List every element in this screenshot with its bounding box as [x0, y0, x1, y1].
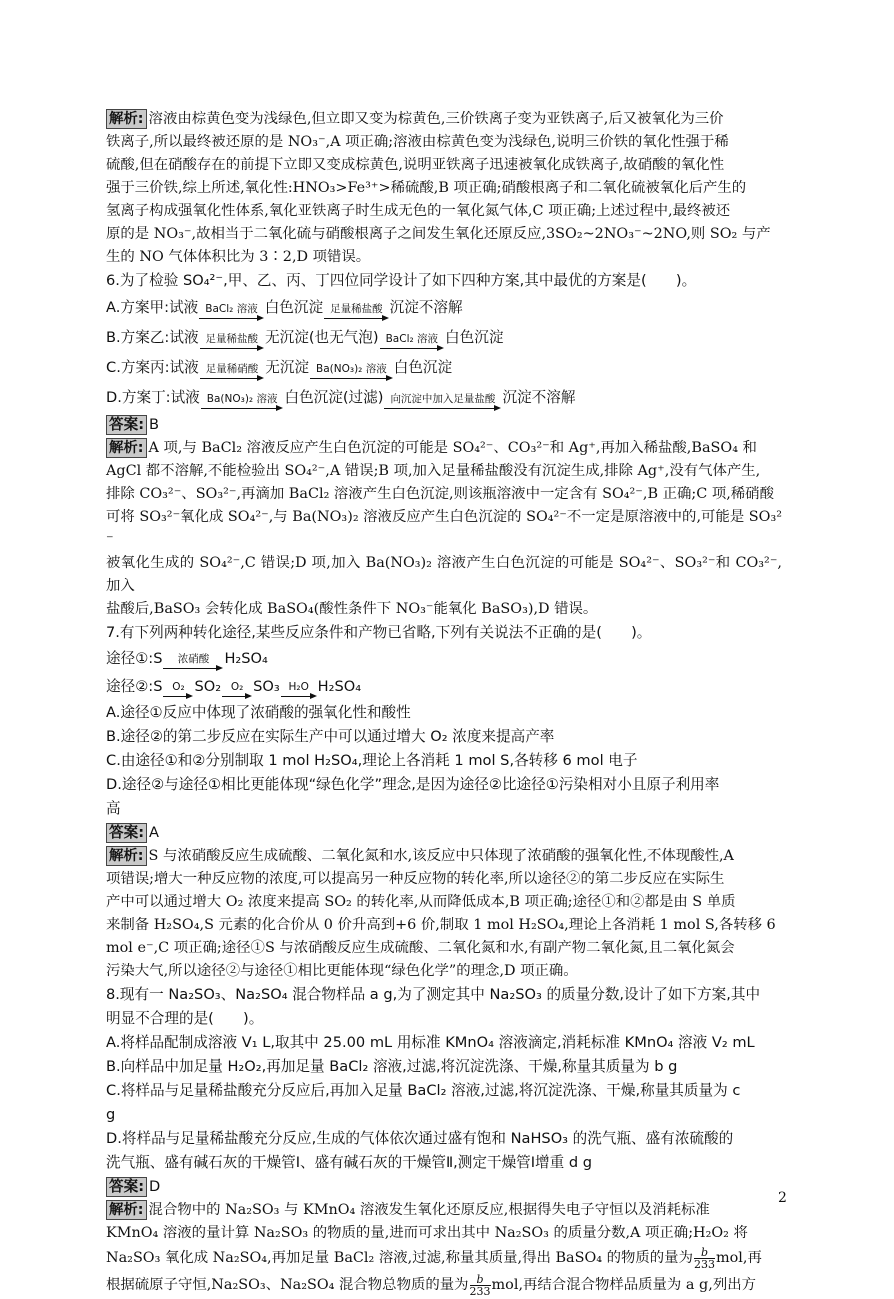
reaction-arrow: O₂	[163, 682, 193, 701]
reaction-arrow: 足量稀盐酸	[324, 304, 389, 323]
analysis-line: 生的 NO 气体体积比为 3∶2,D 项错误。	[106, 249, 371, 265]
analysis-label: 解析:	[106, 438, 147, 458]
answer-label: 答案:	[106, 415, 147, 435]
reaction-arrow: 足量稀盐酸	[200, 334, 265, 353]
answer-value: A	[149, 824, 160, 841]
question-7	[106, 621, 782, 983]
option-c: C.由途径①和②分别制取 1 mol H₂SO₄,理论上各消耗 1 mol S,各转移 6 mol 电子	[106, 752, 638, 769]
option-c-cont: g	[106, 1106, 116, 1123]
option-d: D.将样品与足量稀盐酸充分反应,生成的气体依次通过盛有饱和 NaHSO₃ 的洗气瓶、盛有浓硫酸的	[106, 1130, 734, 1147]
route-2: 途径②:S O₂ SO₂ O₂ SO₃ H₂O H₂SO₄	[106, 673, 782, 701]
option-c: C.方案丙:试液 足量稀硝酸 无沉淀 Ba(NO₃)₂ 溶液 白色沉淀	[106, 353, 782, 383]
analysis-line: 解析: 溶液由棕黄色变为浅绿色,但立即又变为棕黄色,三价铁离子变为亚铁离子,后又被氧化为三价	[106, 108, 782, 131]
answer-value: B	[149, 416, 160, 433]
reaction-arrow: 浓硝酸	[163, 654, 223, 673]
analysis-label: 解析:	[106, 1200, 147, 1220]
reaction-arrow: BaCl₂ 溶液	[380, 334, 444, 353]
analysis-line: KMnO₄ 溶液的量计算 Na₂SO₃ 的物质的量,进而可求出其中 Na₂SO₃ 的质量分数,A 项正确;H₂O₂ 将	[106, 1225, 748, 1241]
analysis-line: 铁离子,所以最终被还原的是 NO₃⁻,A 项正确;溶液由棕黄色变为浅绿色,说明三价铁的氧化性强于稀	[106, 134, 729, 150]
analysis-line: 解析: S 与浓硝酸反应生成硫酸、二氧化氮和水,该反应中只体现了浓硝酸的强氧化性,不体现酸性,A	[106, 845, 782, 868]
document-page	[106, 108, 782, 1299]
reaction-arrow: O₂	[222, 682, 252, 701]
answer-label: 答案:	[106, 1177, 147, 1197]
analysis-line: Na₂SO₃ 氧化成 Na₂SO₄,再加足量 BaCl₂ 溶液,过滤,称量其质量,得出 BaSO₄ 的物质的量为 $\frac{b}{233}$ mol,再	[106, 1245, 762, 1271]
option-d: D.途径②与途径①相比更能体现“绿色化学”理念,是因为途径②比途径①污染相对小且原子利用率	[106, 776, 720, 793]
answer-value: D	[149, 1178, 161, 1195]
analysis-label: 解析:	[106, 109, 147, 129]
page-number: 2	[778, 1190, 787, 1206]
route-1: 途径①:S 浓硝酸 H₂SO₄	[106, 645, 782, 673]
answer-line	[106, 413, 782, 437]
analysis-line: 来制备 H₂SO₄,S 元素的化合价从 0 价升高到+6 价,制取 1 mol H₂SO₄,理论上各消耗 1 mol S,各转移 6	[106, 917, 776, 933]
analysis-line: 被氧化生成的 SO₄²⁻,C 错误;D 项,加入 Ba(NO₃)₂ 溶液产生白色沉淀的可能是 SO₄²⁻、SO₃²⁻和 CO₃²⁻,加入	[106, 555, 782, 594]
analysis-line: 盐酸后,BaSO₃ 会转化成 BaSO₄(酸性条件下 NO₃⁻能氧化 BaSO₃),D 错误。	[106, 601, 598, 617]
fraction: $\frac{b}{233}$	[693, 1245, 715, 1271]
option-b: B.途径②的第二步反应在实际生产中可以通过增大 O₂ 浓度来提高产率	[106, 728, 555, 745]
answer-line	[106, 1175, 782, 1199]
analysis-line: 解析: 混合物中的 Na₂SO₃ 与 KMnO₄ 溶液发生氧化还原反应,根据得失电子守恒以及消耗标准	[106, 1199, 782, 1222]
analysis-line: 解析: A 项,与 BaCl₂ 溶液反应产生白色沉淀的可能是 SO₄²⁻、CO₃²⁻和 Ag⁺,再加入稀盐酸,BaSO₄ 和	[106, 437, 782, 460]
option-a: A.方案甲:试液 BaCl₂ 溶液 白色沉淀 足量稀盐酸 沉淀不溶解	[106, 293, 782, 323]
reaction-arrow: H₂O	[281, 682, 317, 701]
answer-line	[106, 821, 782, 845]
question-stem: 8.现有一 Na₂SO₃、Na₂SO₄ 混合物样品 a g,为了测定其中 Na₂SO₃ 的质量分数,设计了如下方案,其中	[106, 986, 761, 1003]
reaction-arrow: 向沉淀中加入足量盐酸	[384, 394, 501, 413]
analysis-line: 强于三价铁,综上所述,氧化性:HNO₃>Fe³⁺>稀硫酸,B 项正确;硝酸根离子和二氧化硫被氧化后产生的	[106, 180, 747, 196]
analysis-line: AgCl 都不溶解,不能检验出 SO₄²⁻,A 错误;B 项,加入足量稀盐酸没有沉淀生成,排除 Ag⁺,没有气体产生,	[106, 463, 761, 479]
analysis-line: 可将 SO₃²⁻氧化成 SO₄²⁻,与 Ba(NO₃)₂ 溶液反应产生白色沉淀的 SO₄²⁻不一定是原溶液中的,可能是 SO₃²⁻	[106, 509, 782, 548]
reaction-arrow: Ba(NO₃)₂ 溶液	[310, 364, 393, 383]
fraction: $\frac{b}{233}$	[469, 1272, 491, 1298]
reaction-arrow: BaCl₂ 溶液	[199, 304, 263, 323]
option-a: A.将样品配制成溶液 V₁ L,取其中 25.00 mL 用标准 KMnO₄ 溶液滴定,消耗标准 KMnO₄ 溶液 V₂ mL	[106, 1034, 755, 1051]
answer-label: 答案:	[106, 823, 147, 843]
analysis-line: 硫酸,但在硝酸存在的前提下立即又变成棕黄色,说明亚铁离子迅速被氧化成铁离子,故硝酸的氧化性	[106, 157, 725, 173]
analysis-line: 污染大气,所以途径②与途径①相比更能体现“绿色化学”的理念,D 项正确。	[106, 963, 578, 979]
question-6	[106, 269, 782, 621]
question-stem-cont: 明显不合理的是( )。	[106, 1010, 264, 1027]
analysis-line: 氢离子构成强氧化性体系,氧化亚铁离子时生成无色的一氧化氮气体,C 项正确;上述过程中,最终被还	[106, 203, 731, 219]
option-d-cont: 高	[106, 800, 121, 817]
option-b: B.向样品中加足量 H₂O₂,再加足量 BaCl₂ 溶液,过滤,将沉淀洗涤、干燥,称量其质量为 b g	[106, 1058, 678, 1075]
analysis-line: 原的是 NO₃⁻,故相当于二氧化硫与硝酸根离子之间发生氧化还原反应,3SO₂~2NO₃⁻~2NO,则 SO₂ 与产	[106, 226, 771, 242]
reaction-arrow: Ba(NO₃)₂ 溶液	[201, 394, 284, 413]
question-stem: 6.为了检验 SO₄²⁻,甲、乙、丙、丁四位同学设计了如下四种方案,其中最优的方案是( )。	[106, 272, 697, 289]
analysis-line: 根据硫原子守恒,Na₂SO₃、Na₂SO₄ 混合物总物质的量为 $\frac{b}{233}$ mol,再结合混合物样品质量为 a g,列出方	[106, 1272, 757, 1298]
analysis-line: mol e⁻,C 项正确;途径①S 与浓硝酸反应生成硫酸、二氧化氮和水,有副产物二氧化氮,且二氧化氮会	[106, 940, 735, 956]
option-a: A.途径①反应中体现了浓硝酸的强氧化性和酸性	[106, 704, 411, 721]
question-stem: 7.有下列两种转化途径,某些反应条件和产物已省略,下列有关说法不正确的是( )。	[106, 624, 652, 641]
reaction-arrow: 足量稀硝酸	[200, 364, 265, 383]
analysis-line: 产中可以通过增大 O₂ 浓度来提高 SO₂ 的转化率,从而降低成本,B 项正确;途径①和②都是由 S 单质	[106, 894, 736, 910]
analysis-line: 排除 CO₃²⁻、SO₃²⁻,再滴加 BaCl₂ 溶液产生白色沉淀,则该瓶溶液中一定含有 SO₄²⁻,B 正确;C 项,稀硝酸	[106, 486, 774, 502]
option-b: B.方案乙:试液 足量稀盐酸 无沉淀(也无气泡) BaCl₂ 溶液 白色沉淀	[106, 323, 782, 353]
option-d: D.方案丁:试液 Ba(NO₃)₂ 溶液 白色沉淀(过滤) 向沉淀中加入足量盐酸 沉淀不溶解	[106, 383, 782, 413]
analysis-line: 项错误;增大一种反应物的浓度,可以提高另一种反应物的转化率,所以途径②的第二步反应在实际生	[106, 871, 725, 887]
option-c: C.将样品与足量稀盐酸充分反应后,再加入足量 BaCl₂ 溶液,过滤,将沉淀洗涤、干燥,称量其质量为 c	[106, 1082, 741, 1099]
question-8	[106, 983, 782, 1299]
option-d-cont: 洗气瓶、盛有碱石灰的干燥管Ⅰ、盛有碱石灰的干燥管Ⅱ,测定干燥管Ⅰ增重 d g	[106, 1154, 593, 1171]
analysis-block-5	[106, 108, 782, 269]
analysis-label: 解析:	[106, 846, 147, 866]
